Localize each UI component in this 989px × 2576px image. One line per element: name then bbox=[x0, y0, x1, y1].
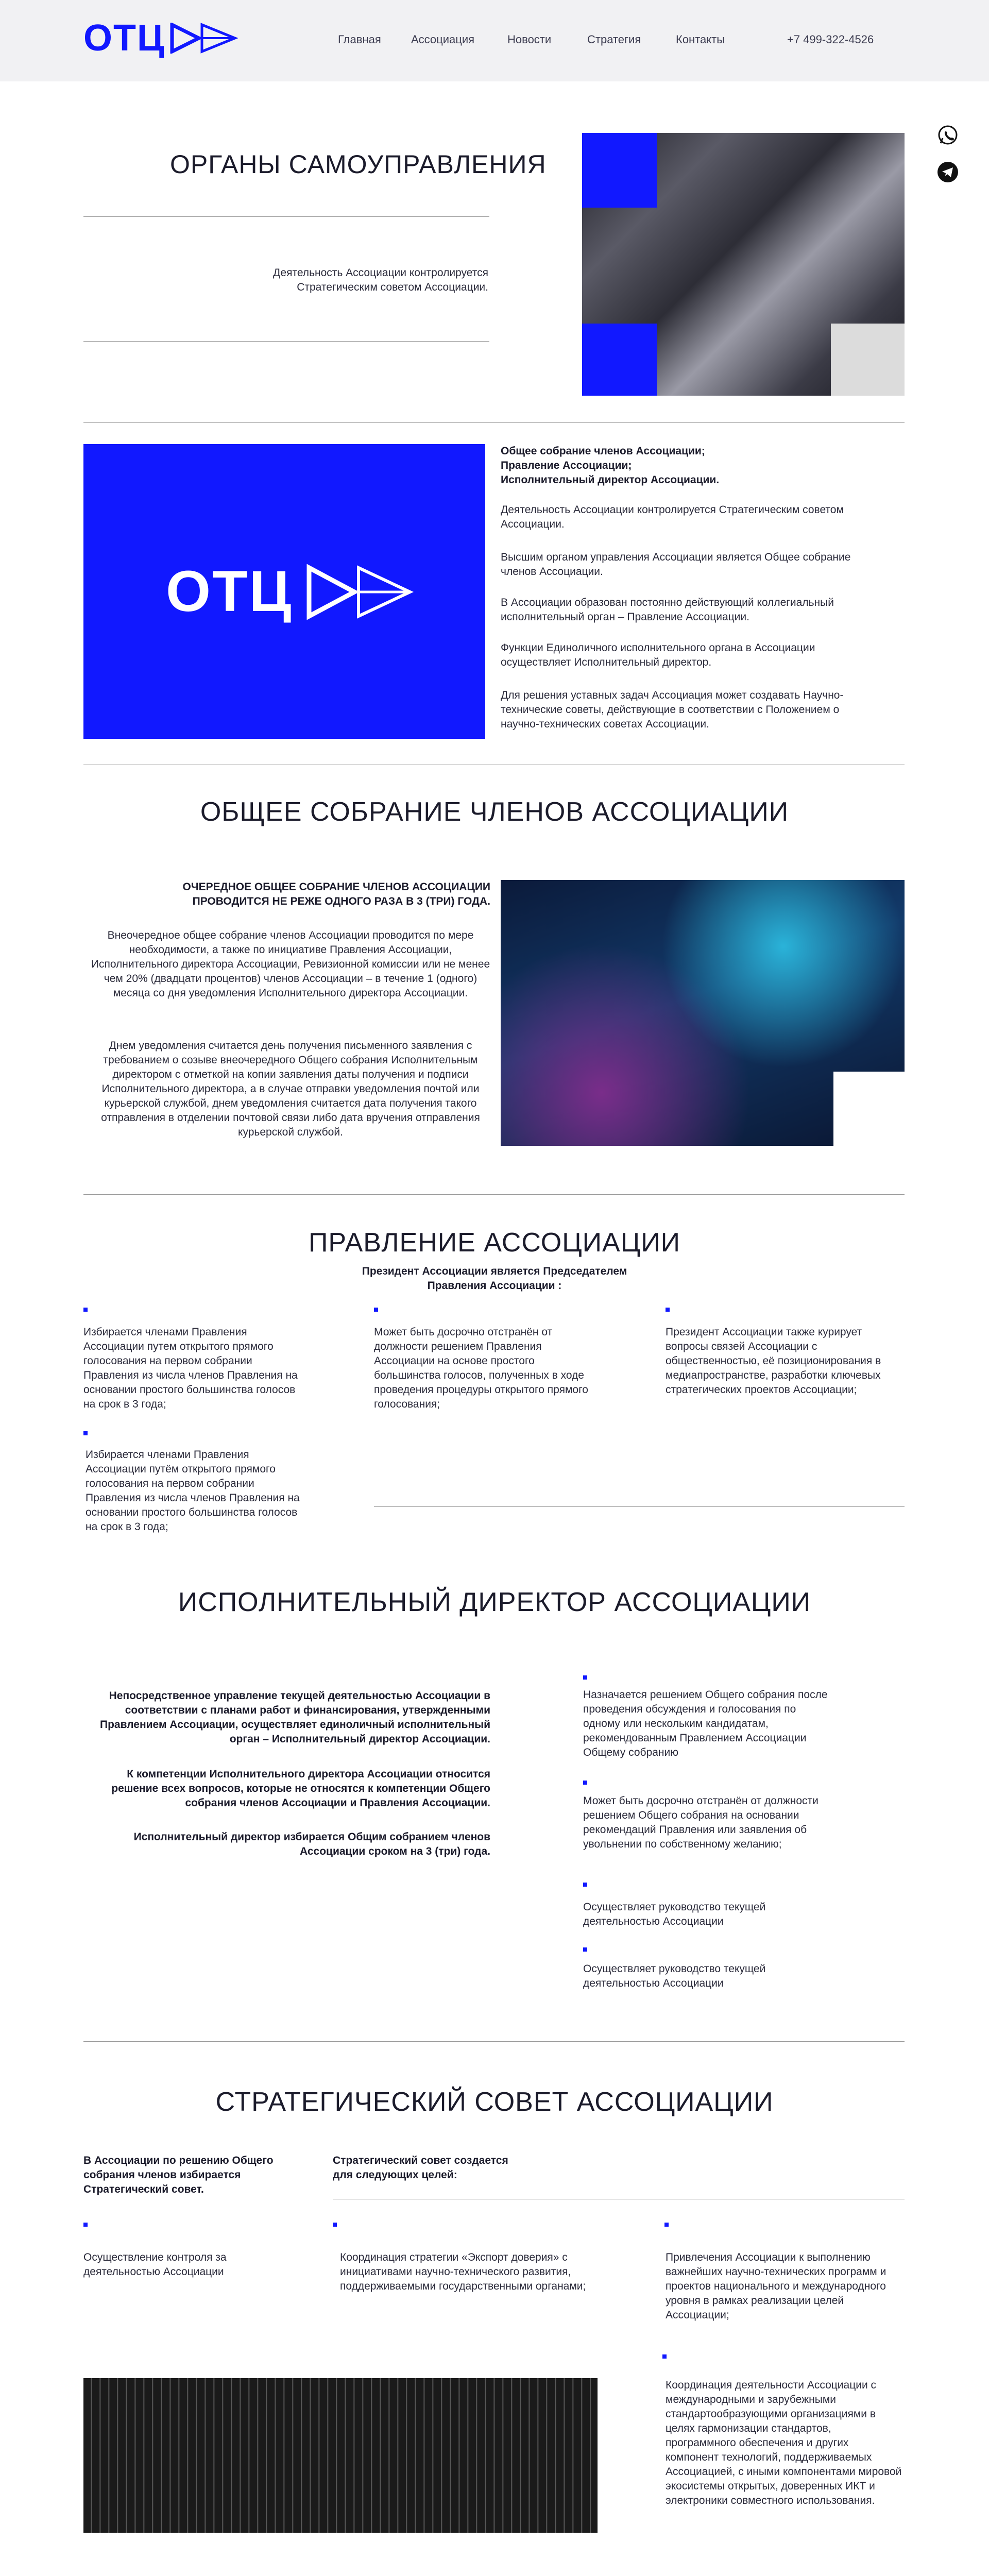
whatsapp-icon[interactable] bbox=[936, 124, 959, 146]
bodies-paragraph: Деятельность Ассоциации контролируется Стратегическим советом Ассоциации. bbox=[501, 504, 844, 530]
telegram-icon[interactable] bbox=[936, 161, 959, 183]
divider bbox=[83, 216, 489, 217]
nav-contacts[interactable]: Контакты bbox=[676, 33, 725, 46]
brand-logo-arrows-icon bbox=[305, 564, 414, 620]
bodies-heading bbox=[501, 444, 861, 487]
general-meeting-lead-line2: ПРОВОДИТСЯ НЕ РЕЖЕ ОДНОГО РАЗА В 3 (ТРИ) ГОДА. bbox=[192, 895, 490, 907]
board-item: Может быть досрочно отстранён от должности решением Правления Ассоциации на основе простого большинства голосов, полученных в ходе проведения процедуры открытого прямого голосования; bbox=[374, 1326, 588, 1410]
board-item: Избирается членами Правления Ассоциации путем открытого прямого голосования на первом собрании Правления из числа членов Правления на основании простого большинства голосов на срок в 3 года; bbox=[83, 1326, 298, 1410]
general-meeting-lead-line1: ОЧЕРЕДНОЕ ОБЩЕЕ СОБРАНИЕ ЧЛЕНОВ АССОЦИАЦИИ bbox=[182, 881, 490, 893]
general-meeting-title: ОБЩЕЕ СОБРАНИЕ ЧЛЕНОВ АССОЦИАЦИИ bbox=[200, 797, 789, 827]
bullet-marker bbox=[583, 1781, 587, 1785]
board-subtitle-line1: Президент Ассоциации является Председателем bbox=[362, 1265, 627, 1277]
bullet-marker bbox=[662, 2354, 667, 2359]
bodies-paragraph: Для решения уставных задач Ассоциация может создавать Научно-технические советы, действующие в соответствии с Положением о научно-технических советах Ассоциации. bbox=[501, 689, 844, 730]
bullet-marker bbox=[583, 1947, 587, 1952]
bodies-paragraph: Высшим органом управления Ассоциации является Общее собрание членов Ассоциации. bbox=[501, 551, 851, 578]
board-item: Избирается членами Правления Ассоциации путём открытого прямого голосования на первом собрании Правления из числа членов Правления на основании простого большинства голосов на срок в 3 года; bbox=[86, 1449, 300, 1533]
general-meeting-p1: Внеочередное общее собрание членов Ассоциации проводится по мере необходимости, а также по инициативе Правления Ассоциации, Исполнительного директора Ассоциации, Ревизионной комиссии или не менее чем 20% (двадцати процентов) членов Ассоциации – в течение 1 (одного) месяца со дня уведомления Исполнительного директора Ассоциации. bbox=[91, 929, 490, 999]
site-header bbox=[0, 0, 989, 81]
council-mid-heading: Стратегический совет создается для следующих целей: bbox=[333, 2155, 508, 2181]
nav-home[interactable]: Главная bbox=[338, 33, 381, 46]
bodies-heading-line: Правление Ассоциации; bbox=[501, 460, 632, 471]
director-p1: Непосредственное управление текущей деятельностью Ассоциации в соответствии с планами работ и финансирования, утвержденными Правлением Ассоциации, осуществляет единоличный исполнительный орган – Исполнительный директор Ассоциации. bbox=[99, 1690, 490, 1745]
bullet-marker bbox=[583, 1883, 587, 1887]
divider bbox=[83, 422, 905, 423]
white-corner-block bbox=[833, 1072, 906, 1149]
grey-square-accent bbox=[831, 324, 905, 396]
director-item: Осуществляет руководство текущей деятельностью Ассоциации bbox=[583, 1963, 766, 1989]
bullet-marker bbox=[664, 2223, 669, 2227]
nav-news[interactable]: Новости bbox=[507, 33, 552, 46]
director-p2: К компетенции Исполнительного директора Ассоциации относится решение всех вопросов, которые не относятся к компетенции Общего собрания членов Ассоциации и Правления Ассоциации. bbox=[111, 1768, 490, 1809]
director-item: Назначается решением Общего собрания после проведения обсуждения и голосования по одному или нескольким кандидатам, рекомендованным Правлением Ассоциации Общему собранию bbox=[583, 1689, 828, 1758]
governance-desc bbox=[83, 266, 488, 295]
council-title: СТРАТЕГИЧЕСКИЙ СОВЕТ АССОЦИАЦИИ bbox=[215, 2087, 774, 2117]
bodies-paragraph: Функции Единоличного исполнительного органа в Ассоциации осуществляет Исполнительный директор. bbox=[501, 642, 815, 668]
nav-association[interactable]: Ассоциация bbox=[411, 33, 475, 46]
bullet-marker bbox=[374, 1308, 378, 1312]
logo-arrows-icon bbox=[170, 23, 238, 54]
bullet-marker bbox=[583, 1675, 587, 1680]
council-goal: Координация стратегии «Экспорт доверия» с инициативами научно-технического развития, поддерживаемыми государственными органами; bbox=[340, 2251, 586, 2292]
bullet-marker bbox=[83, 1308, 88, 1312]
divider bbox=[83, 1194, 905, 1195]
bullet-marker bbox=[83, 2223, 88, 2227]
bullet-marker bbox=[333, 2223, 337, 2227]
council-goal: Координация деятельности Ассоциации с международными и зарубежными стандартообразующими организациями в целях гармонизации стандартов, программного обеспечения и других компонент технологий, поддерживаемых Ассоциацией, с иными компонентами мировой экосистемы открытых, доверенных ИКТ и электроники совместного использования. bbox=[666, 2379, 902, 2506]
divider bbox=[374, 1506, 905, 1507]
director-p3: Исполнительный директор избирается Общим собранием членов Ассоциации сроком на 3 (три) года. bbox=[133, 1831, 490, 1857]
general-meeting-p2: Днем уведомления считается день получения письменного заявления с требованием о созыве внеочередного Общего собрания Исполнительным директором с отметкой на копии заявления даты получения и подписи Исполнительного директора, а в случае отправки уведомления почтой или курьерской службой, днем уведомления считается дата получения такого отправления в отделении почтовой связи либо дата вручения отправления курьерской службой. bbox=[101, 1040, 480, 1138]
circuit-board-image bbox=[83, 2378, 598, 2533]
council-goal: Привлечения Ассоциации к выполнению важнейших научно-технических программ и проектов национального и международного уровня в рамках реализации целей Ассоциации; bbox=[666, 2251, 886, 2321]
divider bbox=[83, 2041, 905, 2042]
governance-desc-line2: Стратегическим советом Ассоциации. bbox=[297, 281, 488, 293]
council-goal: Осуществление контроля за деятельностью Ассоциации bbox=[83, 2251, 227, 2278]
director-item: Может быть досрочно отстранён от должности решением Общего собрания на основании рекомендаций Правления или заявления об увольнении по собственному желанию; bbox=[583, 1795, 819, 1850]
board-subtitle-line2: Правления Ассоциации : bbox=[427, 1280, 562, 1292]
governance-desc-line1: Деятельность Ассоциации контролируется bbox=[273, 267, 488, 279]
general-meeting-lead bbox=[83, 880, 490, 909]
director-item: Осуществляет руководство текущей деятельностью Ассоциации bbox=[583, 1901, 766, 1927]
divider bbox=[83, 341, 489, 342]
blue-square-accent bbox=[582, 324, 657, 396]
brand-logo-panel bbox=[83, 444, 485, 739]
blue-square-accent bbox=[582, 133, 657, 208]
board-item: Президент Ассоциации также курирует вопросы связей Ассоциации с общественностью, её позиционирования в медиапространстве, разработки ключевых стратегических проектов Ассоциации; bbox=[666, 1326, 881, 1396]
board-subtitle bbox=[288, 1264, 701, 1293]
nav-strategy[interactable]: Стратегия bbox=[587, 33, 641, 46]
bullet-marker bbox=[83, 1431, 88, 1435]
bodies-heading-line: Общее собрание членов Ассоциации; bbox=[501, 445, 705, 457]
logo[interactable] bbox=[83, 18, 248, 59]
council-left-heading: В Ассоциации по решению Общего собрания членов избирается Стратегический совет. bbox=[83, 2155, 274, 2195]
bodies-paragraph: В Ассоциации образован постоянно действующий коллегиальный исполнительный орган – Правление Ассоциации. bbox=[501, 597, 834, 623]
governance-title: ОРГАНЫ САМОУПРАВЛЕНИЯ bbox=[170, 150, 547, 179]
logo-text: ОТЦ bbox=[83, 18, 165, 59]
bodies-heading-line: Исполнительный директор Ассоциации. bbox=[501, 474, 720, 486]
brand-logo-text: ОТЦ bbox=[166, 559, 293, 623]
director-title: ИСПОЛНИТЕЛЬНЫЙ ДИРЕКТОР АССОЦИАЦИИ bbox=[178, 1587, 811, 1617]
header-phone[interactable]: +7 499-322-4526 bbox=[787, 33, 874, 46]
bullet-marker bbox=[666, 1308, 670, 1312]
board-title: ПРАВЛЕНИЕ АССОЦИАЦИИ bbox=[309, 1228, 680, 1258]
